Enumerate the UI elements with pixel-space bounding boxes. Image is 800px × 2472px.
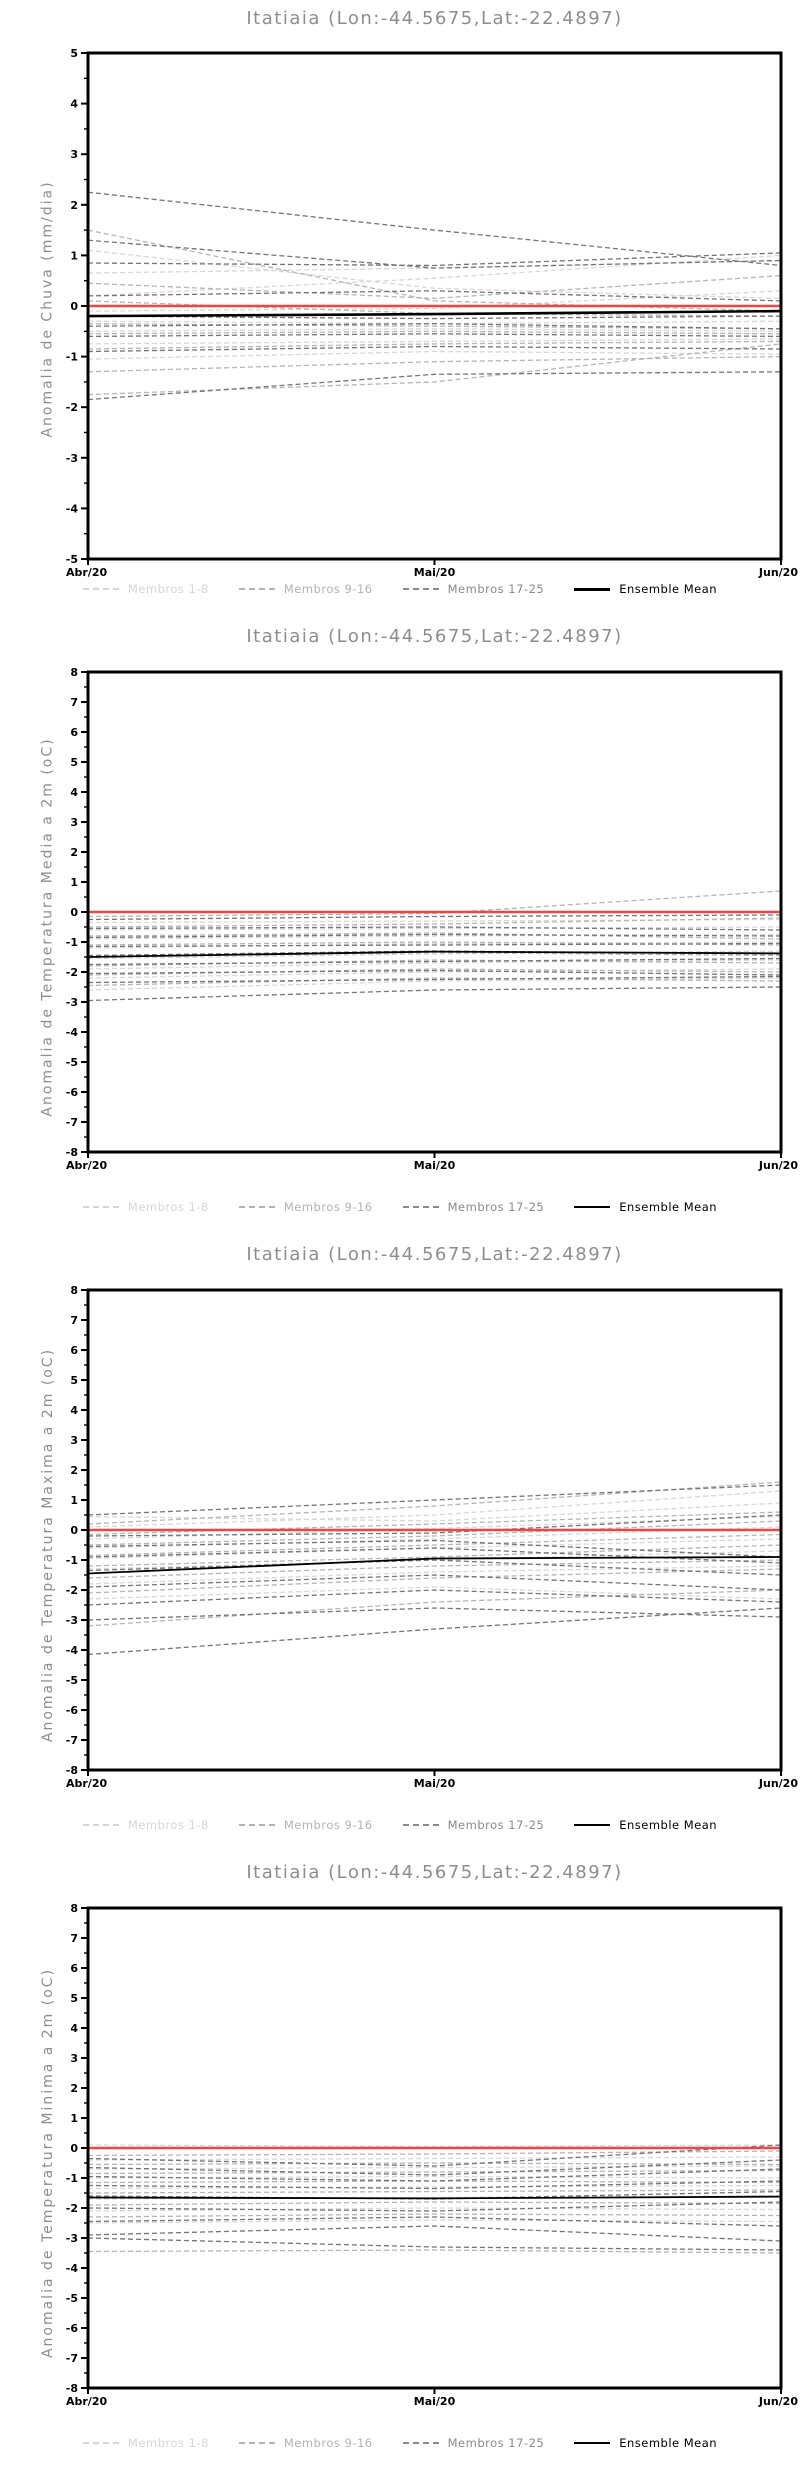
legend-label: Membros 9-16	[283, 2436, 373, 2450]
legend-item	[83, 1200, 209, 1214]
chart-title: Itatiaia (Lon:-44.5675,Lat:-22.4897)	[246, 1244, 623, 1265]
member-line	[88, 2202, 781, 2211]
member-line	[88, 2177, 781, 2179]
y-tick-label: 7	[70, 1314, 78, 1327]
member-line	[88, 291, 781, 301]
y-axis-label: Anomalia de Temperatura Media a 2m (oC)	[40, 737, 56, 1117]
chart-panel-chuva	[0, 0, 800, 618]
member-line	[88, 935, 781, 940]
member-line	[88, 2190, 781, 2193]
y-tick-label: 3	[70, 1434, 78, 1447]
y-tick-label: -4	[65, 502, 78, 516]
member-line	[88, 1539, 781, 1559]
y-tick-label: -8	[65, 2382, 78, 2395]
y-tick-label: -8	[65, 1146, 78, 1159]
y-tick-label: 2	[70, 198, 78, 212]
y-tick-label: 1	[70, 876, 78, 889]
y-tick-label: 1	[70, 249, 78, 263]
legend-label: Membros 9-16	[283, 582, 373, 596]
y-tick-label: -1	[65, 350, 78, 364]
y-tick-label: 5	[70, 1992, 78, 2005]
x-tick-label: Jun/20	[758, 566, 798, 579]
member-line	[88, 1541, 781, 1558]
y-axis-label: Anomalia de Temperatura Minima a 2m (oC)	[40, 1967, 56, 2359]
y-tick-label: -6	[65, 1704, 78, 1717]
y-axis-label: Anomalia de Temperatura Maxima a 2m (oC)	[40, 1347, 56, 1743]
y-tick-label: -1	[65, 936, 78, 949]
member-line	[88, 324, 781, 329]
x-tick-label: Abr/20	[66, 1777, 108, 1790]
member-line	[88, 192, 781, 265]
member-line	[88, 1482, 781, 1524]
chart-panel-temp-media	[0, 618, 800, 1236]
member-line-swatch	[83, 1824, 119, 1826]
legend-item	[574, 1818, 717, 1832]
member-line	[88, 2151, 781, 2156]
y-tick-label: -3	[65, 996, 78, 1009]
y-tick-label: -3	[65, 2232, 78, 2245]
member-line	[88, 357, 781, 372]
x-tick-label: Mai/20	[413, 566, 456, 579]
legend-item	[239, 582, 373, 596]
legend-item	[403, 1818, 545, 1832]
y-tick-label: 7	[70, 696, 78, 709]
member-line	[88, 915, 781, 920]
member-line	[88, 918, 781, 927]
y-tick-label: 5	[70, 756, 78, 769]
member-line	[88, 1485, 781, 1515]
member-line	[88, 1560, 781, 1575]
y-tick-label: -7	[65, 2352, 78, 2365]
y-tick-label: 5	[70, 1374, 78, 1387]
chart-legend	[0, 1815, 800, 1835]
member-line	[88, 2202, 781, 2205]
y-tick-label: -2	[65, 2202, 78, 2215]
y-tick-label: -4	[65, 1026, 78, 1039]
chart-title: Itatiaia (Lon:-44.5675,Lat:-22.4897)	[246, 8, 623, 29]
temp-media-plot-svg	[0, 618, 800, 1236]
y-tick-label: -4	[65, 2262, 78, 2275]
legend-item	[403, 1200, 545, 1214]
x-tick-label: Jun/20	[758, 1159, 798, 1172]
y-tick-label: 4	[70, 786, 78, 799]
x-tick-label: Abr/20	[66, 1159, 108, 1172]
member-line	[88, 261, 781, 274]
y-tick-label: 6	[70, 1344, 78, 1357]
y-tick-label: 6	[70, 1962, 78, 1975]
member-line	[88, 2220, 781, 2223]
y-tick-label: 4	[70, 2022, 78, 2035]
member-line	[88, 2226, 781, 2241]
chart-legend	[0, 579, 800, 599]
chart-title: Itatiaia (Lon:-44.5675,Lat:-22.4897)	[246, 626, 623, 647]
y-tick-label: -3	[65, 451, 78, 465]
legend-item	[574, 582, 717, 596]
legend-item	[83, 1818, 209, 1832]
ensemble-mean-swatch	[574, 1206, 610, 1208]
legend-label: Membros 1-8	[127, 582, 209, 596]
legend-label: Membros 1-8	[127, 1200, 209, 1214]
y-tick-label: 4	[70, 97, 78, 111]
y-tick-label: -2	[65, 401, 78, 415]
member-line	[88, 1608, 781, 1655]
member-line-swatch	[239, 1206, 275, 1208]
member-line-swatch	[83, 588, 119, 590]
member-line	[88, 347, 781, 352]
y-tick-label: -5	[65, 553, 78, 566]
y-tick-label: -1	[65, 1554, 78, 1567]
y-tick-label: -7	[65, 1116, 78, 1129]
temp-maxima-plot-svg	[0, 1236, 800, 1854]
y-tick-label: -2	[65, 1584, 78, 1597]
x-tick-label: Jun/20	[758, 1777, 798, 1790]
member-line	[88, 341, 781, 349]
legend-label: Ensemble Mean	[619, 582, 718, 596]
member-line	[88, 352, 781, 360]
member-line-swatch	[239, 1824, 275, 1826]
chart-title: Itatiaia (Lon:-44.5675,Lat:-22.4897)	[246, 1862, 623, 1883]
member-line-swatch	[83, 1206, 119, 1208]
ensemble-mean-line	[88, 311, 781, 316]
legend-item	[239, 2436, 373, 2450]
y-tick-label: 3	[70, 148, 78, 162]
member-line-swatch	[403, 2442, 439, 2444]
y-tick-label: -7	[65, 1734, 78, 1747]
x-tick-label: Jun/20	[758, 2395, 798, 2408]
member-line	[88, 1535, 781, 1556]
y-tick-label: 2	[70, 846, 78, 859]
y-tick-label: -6	[65, 2322, 78, 2335]
y-tick-label: 8	[70, 666, 78, 679]
y-tick-label: -5	[65, 1674, 78, 1687]
y-tick-label: -4	[65, 1644, 78, 1657]
member-line	[88, 240, 781, 268]
y-tick-label: 1	[70, 2112, 78, 2125]
member-line	[88, 2238, 781, 2250]
legend-label: Membros 17-25	[447, 1200, 545, 1214]
member-line-swatch	[83, 2442, 119, 2444]
member-line	[88, 920, 781, 923]
legend-item	[403, 2436, 545, 2450]
ensemble-mean-swatch	[574, 1824, 610, 1826]
legend-label: Ensemble Mean	[619, 1818, 718, 1832]
y-tick-label: 5	[70, 47, 78, 60]
member-line-swatch	[239, 588, 275, 590]
member-line	[88, 1548, 781, 1563]
legend-label: Membros 17-25	[447, 1818, 545, 1832]
y-tick-label: -3	[65, 1614, 78, 1627]
legend-label: Membros 1-8	[127, 2436, 209, 2450]
y-tick-label: -2	[65, 966, 78, 979]
legend-item	[239, 1200, 373, 1214]
y-tick-label: 3	[70, 816, 78, 829]
member-line	[88, 2217, 781, 2226]
legend-item	[403, 582, 545, 596]
member-line-swatch	[403, 588, 439, 590]
x-tick-label: Abr/20	[66, 566, 108, 579]
legend-item	[574, 2436, 717, 2450]
y-tick-label: 1	[70, 1494, 78, 1507]
y-tick-label: 4	[70, 1404, 78, 1417]
member-line	[88, 1590, 781, 1605]
member-line	[88, 2250, 781, 2253]
y-tick-label: 6	[70, 726, 78, 739]
chuva-plot-svg	[0, 0, 800, 618]
legend-item	[83, 2436, 209, 2450]
ensemble-mean-swatch	[574, 2442, 610, 2444]
legend-item	[239, 1818, 373, 1832]
member-line	[88, 372, 781, 400]
y-tick-label: 2	[70, 1464, 78, 1477]
member-line	[88, 971, 781, 976]
y-tick-label: 0	[70, 1524, 78, 1537]
y-tick-label: 8	[70, 1902, 78, 1915]
x-tick-label: Mai/20	[413, 1159, 456, 1172]
legend-label: Membros 9-16	[283, 1200, 373, 1214]
ensemble-mean-swatch	[574, 588, 610, 591]
y-tick-label: 3	[70, 2052, 78, 2065]
y-tick-label: 0	[70, 906, 78, 919]
member-line	[88, 2157, 781, 2160]
y-tick-label: -5	[65, 1056, 78, 1069]
y-tick-label: 8	[70, 1284, 78, 1297]
legend-label: Ensemble Mean	[619, 1200, 718, 1214]
chart-legend	[0, 2433, 800, 2453]
member-line-swatch	[239, 2442, 275, 2444]
member-line-swatch	[403, 1206, 439, 1208]
y-tick-label: -8	[65, 1764, 78, 1777]
y-tick-label: -1	[65, 2172, 78, 2185]
chart-panel-temp-minima	[0, 1854, 800, 2472]
member-line	[88, 2163, 781, 2165]
y-tick-label: 0	[70, 300, 78, 313]
legend-item	[83, 582, 209, 596]
y-tick-label: -5	[65, 2292, 78, 2305]
chart-legend	[0, 1197, 800, 1217]
y-tick-label: 0	[70, 2142, 78, 2155]
member-line	[88, 2171, 781, 2174]
member-line	[88, 2145, 781, 2147]
x-tick-label: Mai/20	[413, 1777, 456, 1790]
x-tick-label: Abr/20	[66, 2395, 108, 2408]
member-line	[88, 276, 781, 299]
legend-label: Membros 17-25	[447, 582, 545, 596]
member-line	[88, 1575, 781, 1590]
member-line	[88, 334, 781, 337]
chart-panel-temp-maxima	[0, 1236, 800, 1854]
member-line	[88, 987, 781, 1001]
y-tick-label: 7	[70, 1932, 78, 1945]
legend-label: Membros 9-16	[283, 1818, 373, 1832]
member-line	[88, 339, 781, 344]
y-tick-label: 2	[70, 2082, 78, 2095]
y-axis-label: Anomalia de Chuva (mm/dia)	[40, 180, 57, 438]
temp-minima-plot-svg	[0, 1854, 800, 2472]
legend-label: Membros 1-8	[127, 1818, 209, 1832]
legend-label: Membros 17-25	[447, 2436, 545, 2450]
member-line-swatch	[403, 1824, 439, 1826]
x-tick-label: Mai/20	[413, 2395, 456, 2408]
legend-label: Ensemble Mean	[619, 2436, 718, 2450]
legend-item	[574, 1200, 717, 1214]
y-tick-label: -6	[65, 1086, 78, 1099]
